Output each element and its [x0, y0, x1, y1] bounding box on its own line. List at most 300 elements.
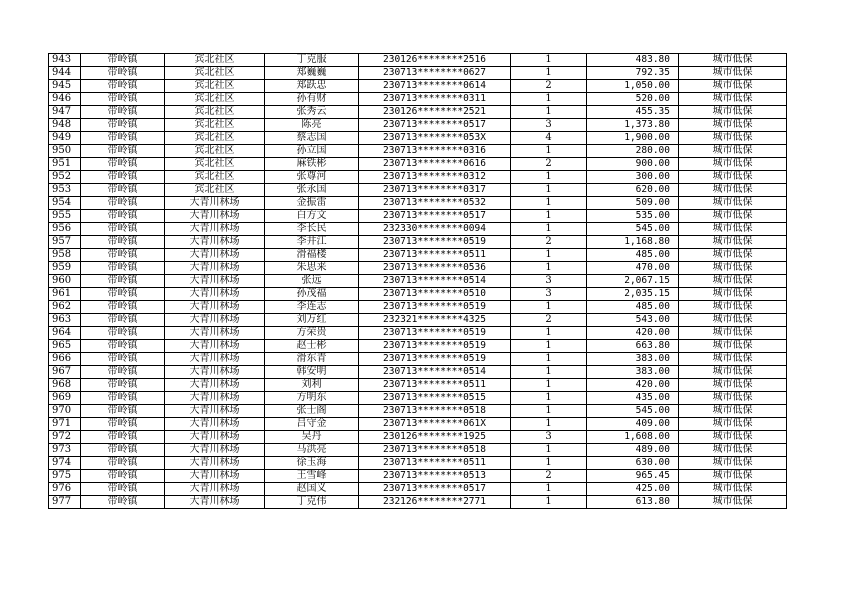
category-cell: 城市低保	[679, 54, 787, 67]
row-number: 963	[49, 314, 81, 327]
name-cell: 徐玉海	[265, 457, 359, 470]
amount-cell: 965.45	[587, 470, 679, 483]
household-count-cell: 1	[511, 145, 587, 158]
community-cell: 大青川林场	[165, 444, 265, 457]
category-cell: 城市低保	[679, 496, 787, 509]
row-number: 968	[49, 379, 81, 392]
table-row	[49, 119, 787, 132]
row-number: 964	[49, 327, 81, 340]
row-number: 969	[49, 392, 81, 405]
row-number: 961	[49, 288, 81, 301]
community-cell: 宾北社区	[165, 80, 265, 93]
amount-cell: 435.00	[587, 392, 679, 405]
table-row	[49, 210, 787, 223]
id-number-cell: 230713********0519	[359, 340, 511, 353]
household-count-cell: 4	[511, 132, 587, 145]
table-row	[49, 80, 787, 93]
id-number-cell: 230713********0515	[359, 392, 511, 405]
category-cell: 城市低保	[679, 366, 787, 379]
category-cell: 城市低保	[679, 379, 787, 392]
household-count-cell: 1	[511, 327, 587, 340]
household-count-cell: 3	[511, 431, 587, 444]
amount-cell: 425.00	[587, 483, 679, 496]
table-row	[49, 301, 787, 314]
amount-cell: 489.00	[587, 444, 679, 457]
community-cell: 宾北社区	[165, 93, 265, 106]
row-number: 958	[49, 249, 81, 262]
name-cell: 张尊河	[265, 171, 359, 184]
household-count-cell: 1	[511, 301, 587, 314]
table-row	[49, 67, 787, 80]
amount-cell: 483.80	[587, 54, 679, 67]
row-number: 946	[49, 93, 81, 106]
community-cell: 大青川林场	[165, 197, 265, 210]
name-cell: 郑巍巍	[265, 67, 359, 80]
table-row	[49, 418, 787, 431]
name-cell: 赵士彬	[265, 340, 359, 353]
name-cell: 滑福楼	[265, 249, 359, 262]
household-count-cell: 1	[511, 67, 587, 80]
household-count-cell: 1	[511, 93, 587, 106]
town-cell: 带岭镇	[81, 340, 165, 353]
category-cell: 城市低保	[679, 444, 787, 457]
household-count-cell: 1	[511, 496, 587, 509]
id-number-cell: 230713********053X	[359, 132, 511, 145]
id-number-cell: 230713********0510	[359, 288, 511, 301]
name-cell: 孙立国	[265, 145, 359, 158]
table-row	[49, 405, 787, 418]
id-number-cell: 230713********0517	[359, 210, 511, 223]
category-cell: 城市低保	[679, 340, 787, 353]
community-cell: 大青川林场	[165, 314, 265, 327]
name-cell: 滑东青	[265, 353, 359, 366]
table-row	[49, 158, 787, 171]
amount-cell: 280.00	[587, 145, 679, 158]
table-row	[49, 314, 787, 327]
amount-cell: 1,050.00	[587, 80, 679, 93]
row-number: 952	[49, 171, 81, 184]
town-cell: 带岭镇	[81, 223, 165, 236]
category-cell: 城市低保	[679, 418, 787, 431]
community-cell: 宾北社区	[165, 184, 265, 197]
amount-cell: 630.00	[587, 457, 679, 470]
name-cell: 陈亮	[265, 119, 359, 132]
table-row	[49, 275, 787, 288]
community-cell: 大青川林场	[165, 327, 265, 340]
town-cell: 带岭镇	[81, 132, 165, 145]
id-number-cell: 230713********0519	[359, 353, 511, 366]
community-cell: 大青川林场	[165, 418, 265, 431]
category-cell: 城市低保	[679, 80, 787, 93]
category-cell: 城市低保	[679, 457, 787, 470]
household-count-cell: 1	[511, 249, 587, 262]
amount-cell: 543.00	[587, 314, 679, 327]
name-cell: 李长民	[265, 223, 359, 236]
id-number-cell: 230713********0519	[359, 301, 511, 314]
row-number: 977	[49, 496, 81, 509]
category-cell: 城市低保	[679, 106, 787, 119]
name-cell: 王雪峰	[265, 470, 359, 483]
town-cell: 带岭镇	[81, 483, 165, 496]
household-count-cell: 1	[511, 405, 587, 418]
amount-cell: 420.00	[587, 379, 679, 392]
id-number-cell: 230713********0517	[359, 119, 511, 132]
amount-cell: 509.00	[587, 197, 679, 210]
name-cell: 郑跃忠	[265, 80, 359, 93]
row-number: 956	[49, 223, 81, 236]
category-cell: 城市低保	[679, 392, 787, 405]
table-row	[49, 431, 787, 444]
amount-cell: 535.00	[587, 210, 679, 223]
row-number: 962	[49, 301, 81, 314]
household-count-cell: 1	[511, 54, 587, 67]
category-cell: 城市低保	[679, 314, 787, 327]
name-cell: 朱思来	[265, 262, 359, 275]
town-cell: 带岭镇	[81, 418, 165, 431]
town-cell: 带岭镇	[81, 366, 165, 379]
category-cell: 城市低保	[679, 262, 787, 275]
amount-cell: 545.00	[587, 223, 679, 236]
category-cell: 城市低保	[679, 158, 787, 171]
town-cell: 带岭镇	[81, 327, 165, 340]
town-cell: 带岭镇	[81, 444, 165, 457]
id-number-cell: 230713********0511	[359, 457, 511, 470]
table-row	[49, 197, 787, 210]
community-cell: 大青川林场	[165, 483, 265, 496]
household-count-cell: 1	[511, 184, 587, 197]
community-cell: 大青川林场	[165, 262, 265, 275]
id-number-cell: 230713********0316	[359, 145, 511, 158]
row-number: 945	[49, 80, 81, 93]
household-count-cell: 2	[511, 236, 587, 249]
category-cell: 城市低保	[679, 236, 787, 249]
table-row	[49, 132, 787, 145]
row-number: 967	[49, 366, 81, 379]
community-cell: 大青川林场	[165, 223, 265, 236]
household-count-cell: 3	[511, 275, 587, 288]
name-cell: 丁克服	[265, 54, 359, 67]
table-row	[49, 236, 787, 249]
amount-cell: 455.35	[587, 106, 679, 119]
id-number-cell: 230713********0519	[359, 327, 511, 340]
town-cell: 带岭镇	[81, 171, 165, 184]
amount-cell: 663.80	[587, 340, 679, 353]
amount-cell: 383.00	[587, 366, 679, 379]
category-cell: 城市低保	[679, 288, 787, 301]
name-cell: 白方文	[265, 210, 359, 223]
household-count-cell: 3	[511, 288, 587, 301]
amount-cell: 2,035.15	[587, 288, 679, 301]
town-cell: 带岭镇	[81, 496, 165, 509]
community-cell: 大青川林场	[165, 288, 265, 301]
row-number: 973	[49, 444, 81, 457]
household-count-cell: 1	[511, 262, 587, 275]
table-row	[49, 444, 787, 457]
id-number-cell: 230713********0513	[359, 470, 511, 483]
community-cell: 大青川林场	[165, 431, 265, 444]
town-cell: 带岭镇	[81, 288, 165, 301]
household-count-cell: 1	[511, 444, 587, 457]
community-cell: 宾北社区	[165, 106, 265, 119]
row-number: 950	[49, 145, 81, 158]
community-cell: 宾北社区	[165, 171, 265, 184]
id-number-cell: 230713********0536	[359, 262, 511, 275]
id-number-cell: 230713********0312	[359, 171, 511, 184]
household-count-cell: 1	[511, 210, 587, 223]
amount-cell: 545.00	[587, 405, 679, 418]
town-cell: 带岭镇	[81, 431, 165, 444]
amount-cell: 620.00	[587, 184, 679, 197]
table-row	[49, 392, 787, 405]
town-cell: 带岭镇	[81, 457, 165, 470]
category-cell: 城市低保	[679, 197, 787, 210]
category-cell: 城市低保	[679, 132, 787, 145]
id-number-cell: 230713********061X	[359, 418, 511, 431]
id-number-cell: 230713********0616	[359, 158, 511, 171]
community-cell: 大青川林场	[165, 470, 265, 483]
household-count-cell: 1	[511, 340, 587, 353]
town-cell: 带岭镇	[81, 197, 165, 210]
name-cell: 丁克伟	[265, 496, 359, 509]
community-cell: 宾北社区	[165, 67, 265, 80]
row-number: 974	[49, 457, 81, 470]
name-cell: 李连志	[265, 301, 359, 314]
id-number-cell: 230713********0627	[359, 67, 511, 80]
community-cell: 大青川林场	[165, 392, 265, 405]
town-cell: 带岭镇	[81, 106, 165, 119]
town-cell: 带岭镇	[81, 301, 165, 314]
category-cell: 城市低保	[679, 483, 787, 496]
id-number-cell: 230713********0518	[359, 444, 511, 457]
table-row	[49, 184, 787, 197]
town-cell: 带岭镇	[81, 93, 165, 106]
row-number: 957	[49, 236, 81, 249]
town-cell: 带岭镇	[81, 470, 165, 483]
town-cell: 带岭镇	[81, 119, 165, 132]
row-number: 976	[49, 483, 81, 496]
community-cell: 大青川林场	[165, 379, 265, 392]
community-cell: 大青川林场	[165, 353, 265, 366]
category-cell: 城市低保	[679, 223, 787, 236]
amount-cell: 520.00	[587, 93, 679, 106]
name-cell: 张永国	[265, 184, 359, 197]
amount-cell: 470.00	[587, 262, 679, 275]
amount-cell: 900.00	[587, 158, 679, 171]
row-number: 943	[49, 54, 81, 67]
table-row	[49, 93, 787, 106]
category-cell: 城市低保	[679, 67, 787, 80]
category-cell: 城市低保	[679, 184, 787, 197]
household-count-cell: 1	[511, 366, 587, 379]
amount-cell: 1,608.00	[587, 431, 679, 444]
name-cell: 方荣贵	[265, 327, 359, 340]
table-row	[49, 379, 787, 392]
household-count-cell: 2	[511, 470, 587, 483]
amount-cell: 420.00	[587, 327, 679, 340]
amount-cell: 1,168.80	[587, 236, 679, 249]
household-count-cell: 1	[511, 197, 587, 210]
name-cell: 韩安明	[265, 366, 359, 379]
table-row	[49, 496, 787, 509]
town-cell: 带岭镇	[81, 392, 165, 405]
community-cell: 大青川林场	[165, 249, 265, 262]
amount-cell: 1,900.00	[587, 132, 679, 145]
town-cell: 带岭镇	[81, 236, 165, 249]
name-cell: 张秀云	[265, 106, 359, 119]
id-number-cell: 230713********0514	[359, 366, 511, 379]
table-row	[49, 54, 787, 67]
community-cell: 宾北社区	[165, 158, 265, 171]
table-row	[49, 340, 787, 353]
row-number: 948	[49, 119, 81, 132]
name-cell: 吕守金	[265, 418, 359, 431]
id-number-cell: 232321********4325	[359, 314, 511, 327]
row-number: 966	[49, 353, 81, 366]
household-count-cell: 2	[511, 314, 587, 327]
table-row	[49, 262, 787, 275]
category-cell: 城市低保	[679, 275, 787, 288]
name-cell: 刘万红	[265, 314, 359, 327]
town-cell: 带岭镇	[81, 184, 165, 197]
community-cell: 大青川林场	[165, 301, 265, 314]
name-cell: 金振雷	[265, 197, 359, 210]
table-row	[49, 288, 787, 301]
community-cell: 宾北社区	[165, 145, 265, 158]
community-cell: 大青川林场	[165, 366, 265, 379]
row-number: 955	[49, 210, 81, 223]
town-cell: 带岭镇	[81, 353, 165, 366]
amount-cell: 409.00	[587, 418, 679, 431]
id-number-cell: 230713********0518	[359, 405, 511, 418]
name-cell: 蔡志国	[265, 132, 359, 145]
id-number-cell: 230713********0614	[359, 80, 511, 93]
household-count-cell: 1	[511, 457, 587, 470]
row-number: 954	[49, 197, 81, 210]
name-cell: 李井江	[265, 236, 359, 249]
amount-cell: 300.00	[587, 171, 679, 184]
row-number: 947	[49, 106, 81, 119]
name-cell: 刘利	[265, 379, 359, 392]
community-cell: 大青川林场	[165, 340, 265, 353]
data-table	[48, 53, 787, 509]
table-row	[49, 171, 787, 184]
category-cell: 城市低保	[679, 93, 787, 106]
household-count-cell: 1	[511, 106, 587, 119]
row-number: 965	[49, 340, 81, 353]
town-cell: 带岭镇	[81, 314, 165, 327]
category-cell: 城市低保	[679, 431, 787, 444]
town-cell: 带岭镇	[81, 145, 165, 158]
category-cell: 城市低保	[679, 210, 787, 223]
name-cell: 马洪亮	[265, 444, 359, 457]
community-cell: 宾北社区	[165, 119, 265, 132]
community-cell: 大青川林场	[165, 236, 265, 249]
household-count-cell: 2	[511, 80, 587, 93]
name-cell: 赵国义	[265, 483, 359, 496]
name-cell: 孙茂福	[265, 288, 359, 301]
table-row	[49, 470, 787, 483]
name-cell: 吴丹	[265, 431, 359, 444]
table-row	[49, 366, 787, 379]
town-cell: 带岭镇	[81, 275, 165, 288]
amount-cell: 613.80	[587, 496, 679, 509]
id-number-cell: 232126********2771	[359, 496, 511, 509]
table-row	[49, 353, 787, 366]
town-cell: 带岭镇	[81, 210, 165, 223]
table-row	[49, 483, 787, 496]
category-cell: 城市低保	[679, 470, 787, 483]
community-cell: 大青川林场	[165, 210, 265, 223]
table-row	[49, 106, 787, 119]
amount-cell: 792.35	[587, 67, 679, 80]
category-cell: 城市低保	[679, 119, 787, 132]
town-cell: 带岭镇	[81, 249, 165, 262]
row-number: 959	[49, 262, 81, 275]
town-cell: 带岭镇	[81, 54, 165, 67]
category-cell: 城市低保	[679, 301, 787, 314]
row-number: 953	[49, 184, 81, 197]
household-count-cell: 2	[511, 158, 587, 171]
id-number-cell: 230126********1925	[359, 431, 511, 444]
id-number-cell: 230126********2521	[359, 106, 511, 119]
community-cell: 宾北社区	[165, 132, 265, 145]
amount-cell: 485.00	[587, 249, 679, 262]
id-number-cell: 230126********2516	[359, 54, 511, 67]
category-cell: 城市低保	[679, 249, 787, 262]
row-number: 975	[49, 470, 81, 483]
community-cell: 大青川林场	[165, 405, 265, 418]
household-count-cell: 1	[511, 353, 587, 366]
table-body	[49, 54, 787, 509]
community-cell: 宾北社区	[165, 54, 265, 67]
town-cell: 带岭镇	[81, 262, 165, 275]
household-count-cell: 1	[511, 171, 587, 184]
town-cell: 带岭镇	[81, 80, 165, 93]
community-cell: 大青川林场	[165, 496, 265, 509]
household-count-cell: 1	[511, 392, 587, 405]
category-cell: 城市低保	[679, 145, 787, 158]
table-row	[49, 145, 787, 158]
row-number: 970	[49, 405, 81, 418]
id-number-cell: 230713********0311	[359, 93, 511, 106]
category-cell: 城市低保	[679, 327, 787, 340]
id-number-cell: 230713********0532	[359, 197, 511, 210]
household-count-cell: 1	[511, 483, 587, 496]
amount-cell: 383.00	[587, 353, 679, 366]
row-number: 944	[49, 67, 81, 80]
amount-cell: 485.00	[587, 301, 679, 314]
community-cell: 大青川林场	[165, 457, 265, 470]
name-cell: 麻铁彬	[265, 158, 359, 171]
row-number: 949	[49, 132, 81, 145]
id-number-cell: 230713********0519	[359, 236, 511, 249]
household-count-cell: 1	[511, 223, 587, 236]
row-number: 971	[49, 418, 81, 431]
id-number-cell: 230713********0517	[359, 483, 511, 496]
table-row	[49, 249, 787, 262]
table-row	[49, 223, 787, 236]
household-count-cell: 1	[511, 379, 587, 392]
town-cell: 带岭镇	[81, 67, 165, 80]
name-cell: 张远	[265, 275, 359, 288]
category-cell: 城市低保	[679, 171, 787, 184]
category-cell: 城市低保	[679, 405, 787, 418]
town-cell: 带岭镇	[81, 379, 165, 392]
community-cell: 大青川林场	[165, 275, 265, 288]
id-number-cell: 230713********0511	[359, 249, 511, 262]
table-row	[49, 457, 787, 470]
household-count-cell: 1	[511, 418, 587, 431]
